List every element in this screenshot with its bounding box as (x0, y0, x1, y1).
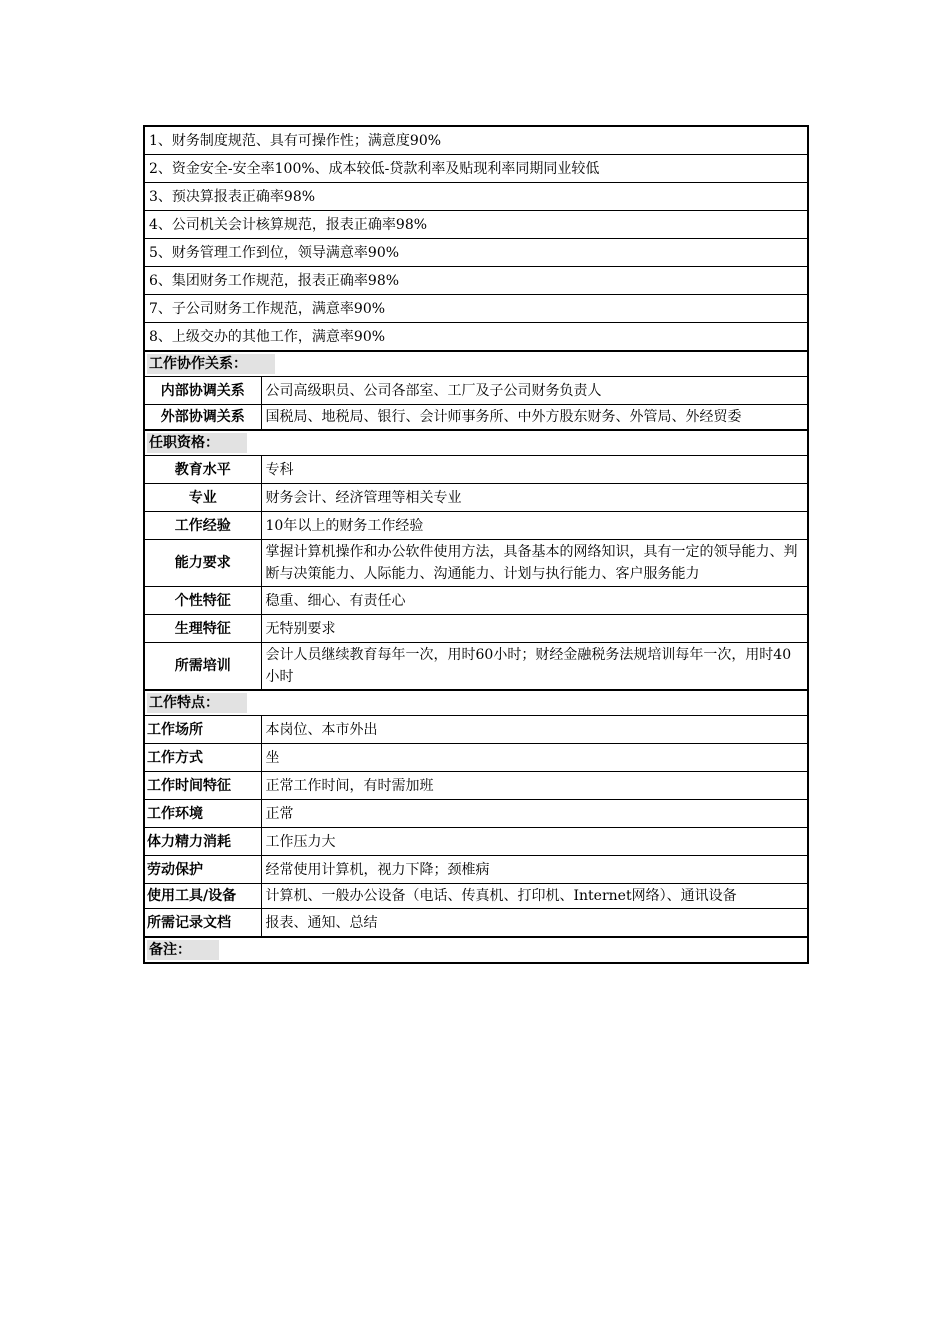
section-qualifications (144, 430, 808, 456)
section-collaboration (144, 351, 808, 377)
kpi-item-5: 5、财务管理工作到位，领导满意率90% (144, 239, 808, 267)
section-title: 任职资格： (147, 433, 247, 453)
kpi-item-6: 6、集团财务工作规范，报表正确率98% (144, 267, 808, 295)
field-value: 稳重、细心、有责任心 (261, 587, 808, 615)
field-label: 教育水平 (144, 456, 261, 484)
field-label: 所需培训 (144, 643, 261, 691)
field-value: 本岗位、本市外出 (261, 716, 808, 744)
field-value: 报表、通知、总结 (261, 909, 808, 938)
field-label: 工作方式 (144, 744, 261, 772)
field-label: 外部协调关系 (144, 405, 261, 431)
field-label: 体力精力消耗 (144, 828, 261, 856)
field-value: 正常工作时间，有时需加班 (261, 772, 808, 800)
field-value: 坐 (261, 744, 808, 772)
field-value: 10年以上的财务工作经验 (261, 512, 808, 540)
kpi-item-3: 3、预决算报表正确率98% (144, 183, 808, 211)
field-label: 专业 (144, 484, 261, 512)
field-value: 计算机、一般办公设备（电话、传真机、打印机、Internet网络）、通讯设备 (261, 884, 808, 909)
kpi-item-7: 7、子公司财务工作规范，满意率90% (144, 295, 808, 323)
field-label: 工作场所 (144, 716, 261, 744)
field-label: 内部协调关系 (144, 377, 261, 405)
field-label: 劳动保护 (144, 856, 261, 884)
section-title: 备注： (147, 940, 219, 960)
section-work-features (144, 690, 808, 716)
field-value: 国税局、地税局、银行、会计师事务所、中外方股东财务、外管局、外经贸委 (261, 405, 808, 431)
field-value: 财务会计、经济管理等相关专业 (261, 484, 808, 512)
field-label: 生理特征 (144, 615, 261, 643)
kpi-item-1: 1、财务制度规范、具有可操作性；满意度90% (144, 126, 808, 155)
field-value: 正常 (261, 800, 808, 828)
field-value: 公司高级职员、公司各部室、工厂及子公司财务负责人 (261, 377, 808, 405)
field-label: 工作经验 (144, 512, 261, 540)
kpi-item-2: 2、资金安全-安全率100%、成本较低-贷款利率及贴现利率同期同业较低 (144, 155, 808, 183)
section-title: 工作协作关系： (147, 354, 275, 374)
kpi-item-8: 8、上级交办的其他工作，满意率90% (144, 323, 808, 352)
kpi-item-4: 4、公司机关会计核算规范，报表正确率98% (144, 211, 808, 239)
field-label: 个性特征 (144, 587, 261, 615)
field-value: 工作压力大 (261, 828, 808, 856)
field-value: 经常使用计算机，视力下降；颈椎病 (261, 856, 808, 884)
job-description-table (143, 125, 809, 964)
field-label: 能力要求 (144, 540, 261, 587)
field-value: 会计人员继续教育每年一次，用时60小时；财经金融税务法规培训每年一次，用时40小时 (261, 643, 808, 691)
section-remarks (144, 937, 808, 963)
field-value: 专科 (261, 456, 808, 484)
field-label: 所需记录文档 (144, 909, 261, 938)
field-label: 工作环境 (144, 800, 261, 828)
field-value: 无特别要求 (261, 615, 808, 643)
field-label: 使用工具/设备 (144, 884, 261, 909)
field-value: 掌握计算机操作和办公软件使用方法，具备基本的网络知识，具有一定的领导能力、判断与决策能力、人际能力、沟通能力、计划与执行能力、客户服务能力 (261, 540, 808, 587)
section-title: 工作特点： (147, 693, 247, 713)
field-label: 工作时间特征 (144, 772, 261, 800)
